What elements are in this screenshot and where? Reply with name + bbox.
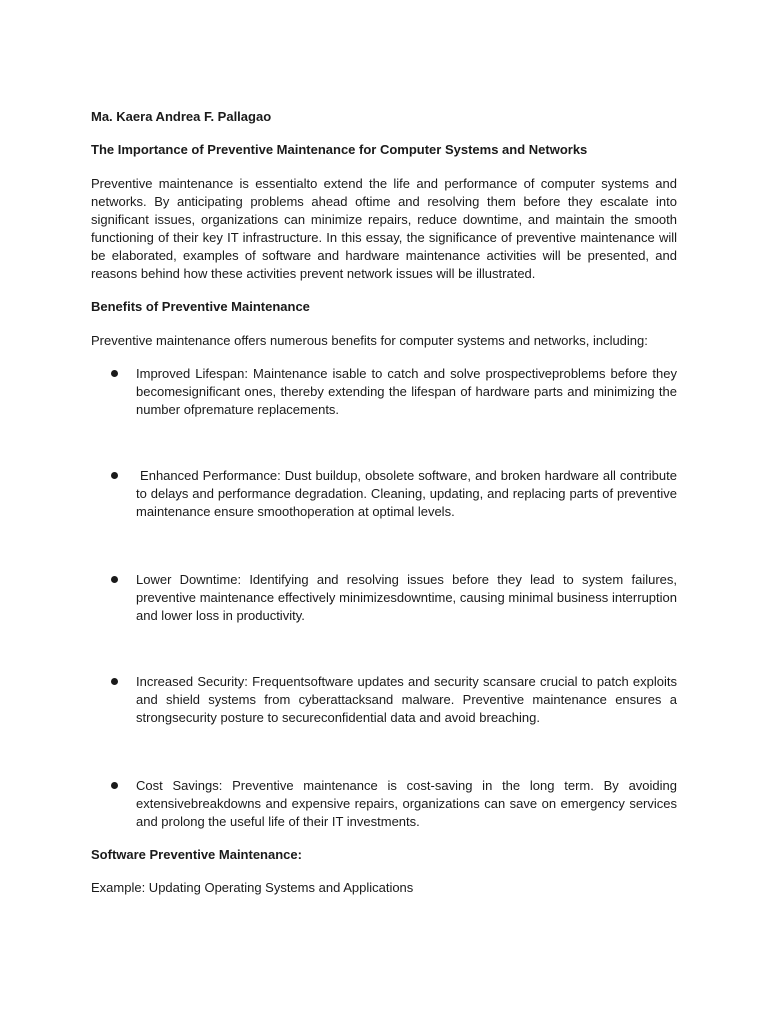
- benefits-heading: Benefits of Preventive Maintenance: [91, 299, 310, 314]
- bullet-icon: [111, 576, 118, 583]
- list-item-text: Improved Lifespan: Maintenance isable to catch and solve prospectiveproblems before they becomesignificant ones, thereby extending the lifespan of hardware parts and minimizing the number ofpremature replacements.: [136, 366, 677, 417]
- benefits-lead-paragraph: Preventive maintenance offers numerous benefits for computer systems and networks, including:: [91, 333, 648, 348]
- software-maintenance-heading: Software Preventive Maintenance:: [91, 847, 302, 862]
- author-name: Ma. Kaera Andrea F. Pallagao: [91, 109, 272, 124]
- bullet-icon: [111, 782, 118, 789]
- bullet-icon: [111, 678, 118, 685]
- list-item-text: Increased Security: Frequentsoftware updates and security scansare crucial to patch exploits and shield systems from cyberattacksand malware. Preventive maintenance ensures a strongsecurity posture to secureconfidential data and avoid breaching.: [136, 674, 677, 725]
- list-item-text: Cost Savings: Preventive maintenance is cost-saving in the long term. By avoiding extensivebreakdowns and expensive repairs, organizations can save on emergency services and prolong the useful life of their IT investments.: [136, 778, 677, 829]
- intro-paragraph: Preventive maintenance is essentialto extend the life and performance of computer systems and networks. By anticipating problems ahead oftime and resolving them before they escalate into significant issues, organizations can minimize repairs, reduce downtime, and maintain the smooth functioning of their key IT infrastructure. In this essay, the significance of preventive maintenance will be elaborated, examples of software and hardware maintenance activities will be presented, and reasons behind how these activities prevent network issues will be illustrated.: [91, 176, 677, 281]
- bullet-icon: [111, 472, 118, 479]
- example-line: Example: Updating Operating Systems and Applications: [91, 880, 414, 895]
- essay-title: The Importance of Preventive Maintenance for Computer Systems and Networks: [91, 142, 588, 157]
- list-item-text: Enhanced Performance: Dust buildup, obsolete software, and broken hardware all contribute to delays and performance degradation. Cleaning, updating, and replacing parts of preventive maintenance ensure smoothoperation at optimal levels.: [136, 468, 681, 519]
- bullet-icon: [111, 370, 118, 377]
- list-item-text: Lower Downtime: Identifying and resolving issues before they lead to system failures, preventive maintenance effectively minimizesdowntime, causing minimal business interruption and lower loss in productivity.: [136, 572, 677, 623]
